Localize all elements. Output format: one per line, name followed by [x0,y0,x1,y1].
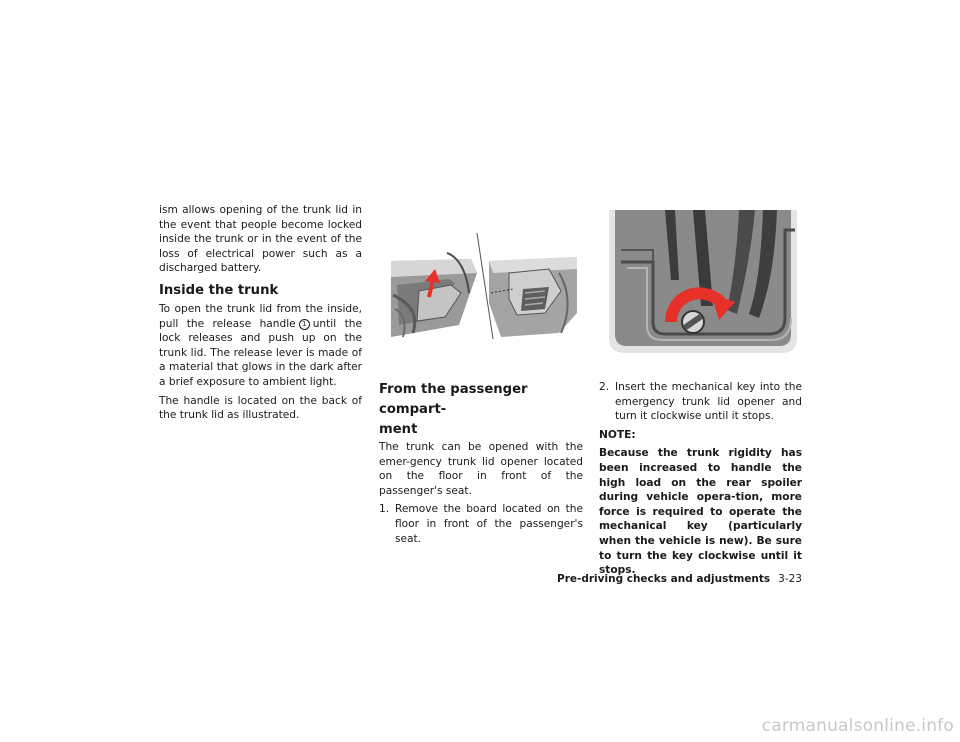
column-right [599,380,802,582]
figure-panel-board-removed [489,257,577,337]
heading-passenger-compartment [379,380,583,440]
heading-inside-trunk: Inside the trunk [159,282,279,298]
release-handle-paragraph [159,302,362,390]
release-text-b: until the lock releases and push up on the trunk lid. The release lever is made of a material that glows in the dark after a brief exposure to ambient light. [159,317,362,388]
callout-marker-1: 1 [299,319,310,330]
watermark-text: carmanualsonline.info [761,716,954,736]
footer-section-title: Pre-driving checks and adjustments [557,573,771,585]
heading-line-2: ment [379,422,418,437]
step-1-text: Remove the board located on the floor in front of the passenger's seat. [395,503,583,545]
column-left [159,203,362,427]
step-2 [599,380,802,424]
figure-floor-board-removal [389,233,580,339]
step-2-text: Insert the mechanical key into the emergency trunk lid opener and turn it clockwise until it stops. [615,381,802,423]
key-opener-icon [682,311,704,333]
step-1-number: 1. [379,503,390,516]
page-footer [557,573,802,585]
step-2-number: 2. [599,381,610,393]
emergency-opener-paragraph: The trunk can be opened with the emer-gency trunk lid opener located on the floor in front of the passenger's seat. [379,441,583,497]
figure-panel-lift-board [391,253,477,337]
release-text-a: To open the trunk lid from the inside, pull the release handle [159,302,362,330]
heading-line-1: From the passenger compart- [379,382,528,417]
handle-location-paragraph: The handle is located on the back of the trunk lid as illustrated. [159,394,362,422]
note-text: Because the trunk rigidity has been increased to handle the high load on the rear spoiler during vehicle opera-tion, more force is required to operate the mechanical key (particularly when the vehicle is new). Be sure to turn the key clockwise until it stops. [599,447,802,577]
intro-paragraph: ism allows opening of the trunk lid in the event that people become locked inside the trunk or in the event of the loss of electrical power such as a discharged battery. [159,204,362,275]
page-number: 3-23 [778,573,802,585]
figure-key-turning [609,210,797,353]
step-1 [379,502,583,546]
column-middle [379,380,583,550]
note-label: NOTE: [599,428,636,441]
